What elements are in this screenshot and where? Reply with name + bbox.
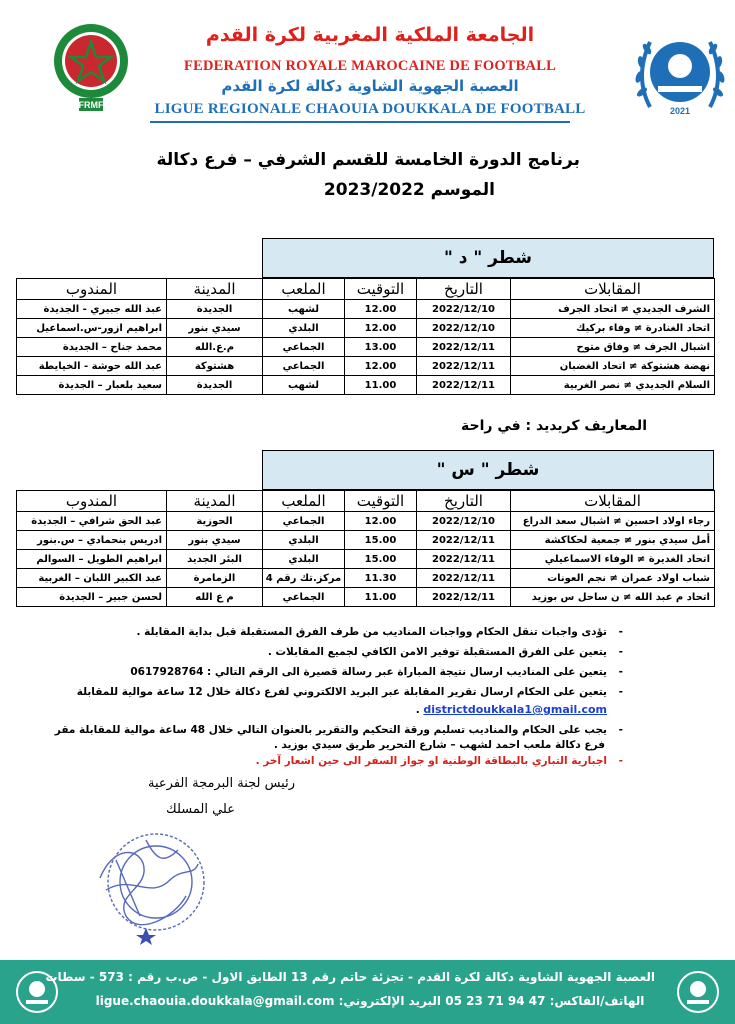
table-row — [17, 512, 715, 531]
league-logo — [630, 22, 730, 126]
delegate-cell: عبد الكبير اللبان – الغربية — [17, 569, 167, 588]
city-cell: الجديدة — [167, 300, 263, 319]
time-cell: 12.00 — [345, 512, 417, 531]
city-cell: م ع الله — [167, 588, 263, 607]
col-date: التاريخ — [417, 491, 511, 512]
col-delegate: المندوب — [17, 491, 167, 512]
note-item: -يتعين على المناديب ارسال نتيجة المباراة عبر رسالة قصيرة الى الرقم التالي : 0617928764 — [130, 666, 623, 678]
league-title-fr: LIGUE REGIONALE CHAOUIA DOUKKALA DE FOOTBALL — [154, 101, 586, 117]
match-cell: اتحاد الغنادرة ≠ وفاء بركيك — [511, 319, 715, 338]
match-cell: نهضة هشتوكة ≠ اتحاد الغضبان — [511, 357, 715, 376]
note-item: -يتعين على الحكام ارسال تقرير المقابلة عبر البريد الالكتروني لفرع دكالة خلال 12 ساعة موالية للمقابلة — [76, 686, 623, 698]
stadium-cell: لشهب — [263, 300, 345, 319]
email-link[interactable]: districtdoukkala1@gmail.com — [423, 703, 607, 716]
table-row — [17, 338, 715, 357]
league-title-ar: العصبة الجهوية الشاوية دكالة لكرة القدم — [221, 77, 519, 95]
city-cell: سيدي بنور — [167, 319, 263, 338]
table-row — [17, 550, 715, 569]
footer-address: العصبة الجهوية الشاوية دكالة لكرة القدم - تجزئة حاتم رقم 13 الطابق الاول - ص.ب رقم : 573 - سطات — [45, 970, 655, 984]
table-header-row — [17, 491, 715, 512]
city-cell: الزمامرة — [167, 569, 263, 588]
col-delegate: المندوب — [17, 279, 167, 300]
note-item: فرع دكالة ملعب احمد لشهب – شارع التحرير طريق سيدي بوزيد . — [273, 739, 605, 751]
match-cell: شباب اولاد عمران ≠ نجم العونات — [511, 569, 715, 588]
col-stadium: الملعب — [263, 279, 345, 300]
stadium-cell: البلدي — [263, 531, 345, 550]
match-cell: أمل سيدي بنور ≠ جمعية لحكاكشة — [511, 531, 715, 550]
city-cell: هشتوكة — [167, 357, 263, 376]
table-row — [17, 300, 715, 319]
date-cell: 2022/12/11 — [417, 588, 511, 607]
date-cell: 2022/12/11 — [417, 357, 511, 376]
date-cell: 2022/12/10 — [417, 319, 511, 338]
signature-name: علي المسلك — [166, 802, 235, 817]
group-d-table — [16, 278, 715, 395]
delegate-cell: ادريس بنحمادي – س.بنور — [17, 531, 167, 550]
time-cell: 15.00 — [345, 550, 417, 569]
group-s-title: شطر " س " — [262, 450, 714, 490]
time-cell: 11.00 — [345, 588, 417, 607]
city-cell: البئر الجديد — [167, 550, 263, 569]
federation-title-fr: FEDERATION ROYALE MAROCAINE DE FOOTBALL — [184, 58, 556, 74]
league-logo-year: 2021 — [669, 106, 691, 116]
date-cell: 2022/12/11 — [417, 550, 511, 569]
header-divider — [150, 121, 570, 123]
col-time: التوقيت — [345, 279, 417, 300]
col-city: المدينة — [167, 491, 263, 512]
col-matches: المقابلات — [511, 491, 715, 512]
city-cell: الحوزية — [167, 512, 263, 531]
table-row — [17, 376, 715, 395]
city-cell: الجديدة — [167, 376, 263, 395]
date-cell: 2022/12/11 — [417, 531, 511, 550]
date-cell: 2022/12/11 — [417, 569, 511, 588]
frmf-logo-text: FRMF — [78, 100, 104, 110]
stadium-cell: البلدي — [263, 550, 345, 569]
notes-list — [23, 626, 623, 775]
delegate-cell: عبد الله حوشة - الخيايطة — [17, 357, 167, 376]
official-stamp — [86, 820, 216, 945]
note-item: -يتعين على الفرق المستقبلة توفير الامن الكافي لجميع المقابلات . — [267, 646, 623, 658]
stadium-cell: الجماعي — [263, 588, 345, 607]
city-cell: سيدي بنور — [167, 531, 263, 550]
time-cell: 11.00 — [345, 376, 417, 395]
col-city: المدينة — [167, 279, 263, 300]
group-d-title: شطر " د " — [262, 238, 714, 278]
note-item: -تؤدى واجبات تنقل الحكام وواجبات المناديب من طرف الفرق المستقبلة قبل بداية المقابلة . — [136, 626, 623, 638]
footer-contact: الهاتف/الفاكس: 47 94 71 23 05 البريد الإلكتروني: ligue.chaouia.doukkala@gmail.com — [95, 994, 645, 1008]
city-cell: م.ع.الله — [167, 338, 263, 357]
note-email-line: districtdoukkala1@gmail.com . — [415, 703, 607, 716]
delegate-cell: عبد الله جبيري - الجديدة — [17, 300, 167, 319]
stadium-cell: البلدي — [263, 319, 345, 338]
table-row — [17, 357, 715, 376]
delegate-cell: عبد الحق شرافي – الجديدة — [17, 512, 167, 531]
time-cell: 13.00 — [345, 338, 417, 357]
footer — [0, 960, 735, 1024]
note-item: -يجب على الحكام والمناديب تسليم ورقة التحكيم والتقرير بالعنوان التالي خلال 48 ساعة موالية للمقابلة مقر — [54, 724, 623, 736]
table-row — [17, 588, 715, 607]
table-row — [17, 319, 715, 338]
federation-title-ar: الجامعة الملكية المغربية لكرة القدم — [205, 24, 535, 46]
delegate-cell: ابراهيم الطويل – السوالم — [17, 550, 167, 569]
date-cell: 2022/12/10 — [417, 300, 511, 319]
footer-logo-right — [675, 968, 721, 1016]
time-cell: 11.30 — [345, 569, 417, 588]
delegate-cell: لحسن جبير – الجديدة — [17, 588, 167, 607]
time-cell: 12.00 — [345, 357, 417, 376]
stadium-cell: الجماعي — [263, 512, 345, 531]
stadium-cell: لشهب — [263, 376, 345, 395]
stadium-cell: الجماعي — [263, 357, 345, 376]
match-cell: اتحاد الغديرة ≠ الوفاء الاسماعيلي — [511, 550, 715, 569]
col-stadium: الملعب — [263, 491, 345, 512]
signature-role: رئيس لجنة البرمجة الفرعية — [148, 776, 295, 791]
date-cell: 2022/12/11 — [417, 338, 511, 357]
date-cell: 2022/12/10 — [417, 512, 511, 531]
program-season: الموسم 2023/2022 — [323, 180, 495, 200]
match-cell: رجاء اولاد احسين ≠ اشبال سعد الدراع — [511, 512, 715, 531]
frmf-logo — [52, 16, 130, 116]
table-row — [17, 531, 715, 550]
program-title: برنامج الدورة الخامسة للقسم الشرفي – فرع دكالة — [156, 150, 580, 170]
delegate-cell: ابراهيم ازور-س.اسماعيل — [17, 319, 167, 338]
col-date: التاريخ — [417, 279, 511, 300]
delegate-cell: محمد جناح – الجديدة — [17, 338, 167, 357]
match-cell: السلام الجديدي ≠ نصر الغربية — [511, 376, 715, 395]
rest-team-note: المعاريف كريديد : في راحة — [461, 418, 647, 434]
col-time: التوقيت — [345, 491, 417, 512]
match-cell: اشبال الجرف ≠ وفاق متوح — [511, 338, 715, 357]
table-header-row — [17, 279, 715, 300]
date-cell: 2022/12/11 — [417, 376, 511, 395]
time-cell: 12.00 — [345, 300, 417, 319]
group-s-table — [16, 490, 715, 607]
match-cell: اتحاد م عبد الله ≠ ن ساحل س بوزيد — [511, 588, 715, 607]
delegate-cell: سعيد بلعبار – الجديدة — [17, 376, 167, 395]
time-cell: 12.00 — [345, 319, 417, 338]
match-cell: الشرف الجديدي ≠ اتحاد الجرف — [511, 300, 715, 319]
table-row — [17, 569, 715, 588]
stadium-cell: مركز.تك رقم 4 — [263, 569, 345, 588]
stadium-cell: الجماعي — [263, 338, 345, 357]
col-matches: المقابلات — [511, 279, 715, 300]
time-cell: 15.00 — [345, 531, 417, 550]
note-item: -اجبارية التباري بالبطاقة الوطنية او جواز السفر الى حين اشعار آخر . — [255, 755, 623, 767]
